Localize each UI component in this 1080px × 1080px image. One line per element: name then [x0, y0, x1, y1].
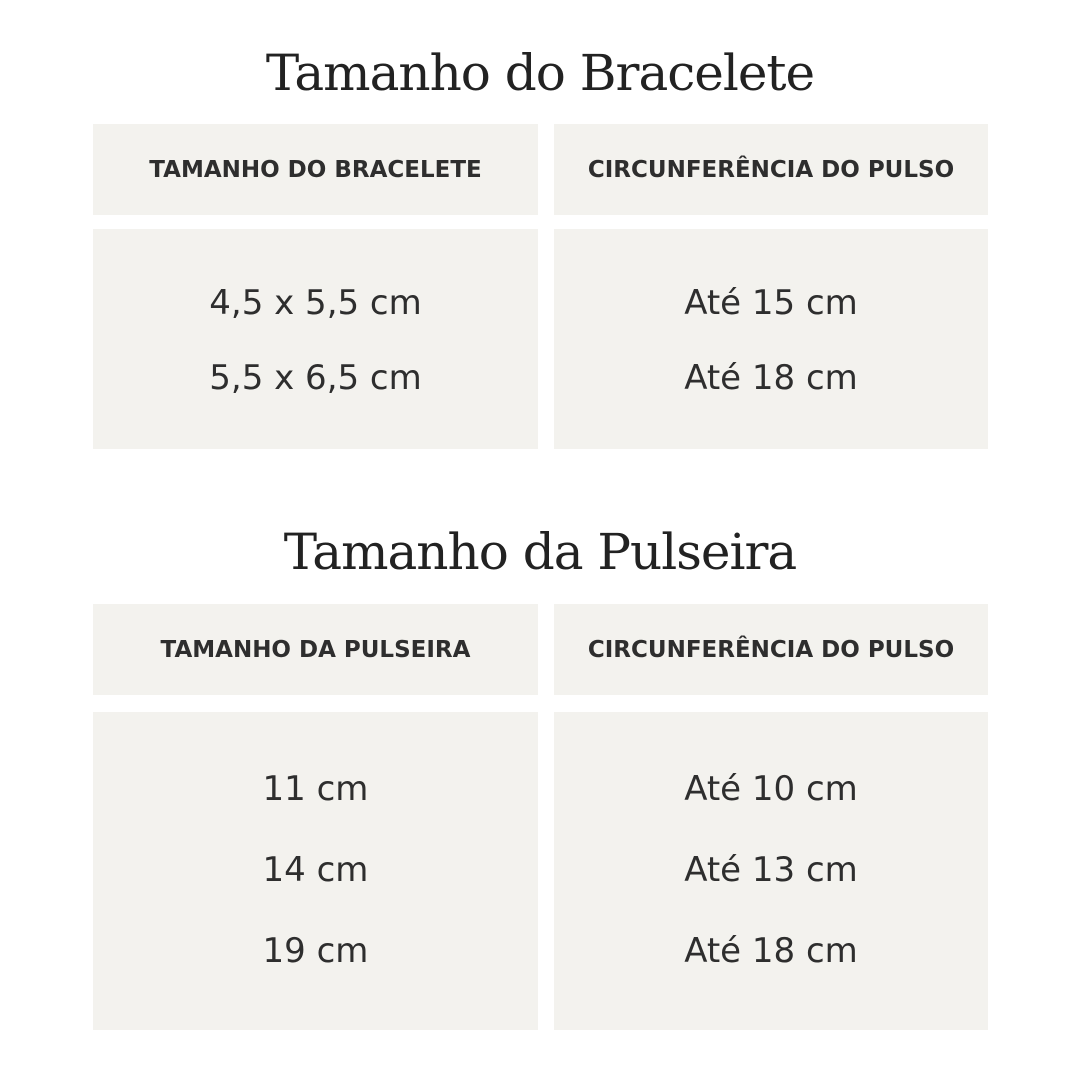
pulseira-wrist-value: Até 18 cm — [684, 931, 858, 971]
pulseira-size-values — [93, 712, 538, 1030]
bracelete-wrist-value: Até 15 cm — [684, 283, 858, 323]
pulseira-size-value: 19 cm — [262, 931, 369, 971]
bracelete-wrist-value: Até 18 cm — [684, 358, 858, 398]
bracelete-size-header-label: TAMANHO DO BRACELETE — [149, 156, 482, 183]
pulseira-size-header — [93, 604, 538, 695]
bracelete-size-value: 4,5 x 5,5 cm — [209, 283, 422, 323]
bracelete-section-title: Tamanho do Bracelete — [265, 44, 815, 102]
pulseira-wrist-header — [554, 604, 988, 695]
bracelete-size-value: 5,5 x 6,5 cm — [209, 358, 422, 398]
pulseira-wrist-header-label: CIRCUNFERÊNCIA DO PULSO — [587, 636, 955, 663]
bracelete-wrist-values — [554, 229, 988, 449]
bracelete-wrist-header-label: CIRCUNFERÊNCIA DO PULSO — [587, 156, 955, 183]
pulseira-wrist-value: Até 10 cm — [684, 769, 858, 809]
pulseira-size-header-label: TAMANHO DA PULSEIRA — [160, 636, 471, 663]
bracelete-wrist-header — [554, 124, 988, 215]
pulseira-size-value: 14 cm — [262, 850, 369, 890]
pulseira-section-title: Tamanho da Pulseira — [283, 523, 797, 581]
pulseira-wrist-value: Até 13 cm — [684, 850, 858, 890]
bracelete-size-values — [93, 229, 538, 449]
pulseira-wrist-values — [554, 712, 988, 1030]
bracelete-size-header — [93, 124, 538, 215]
pulseira-size-value: 11 cm — [262, 769, 369, 809]
